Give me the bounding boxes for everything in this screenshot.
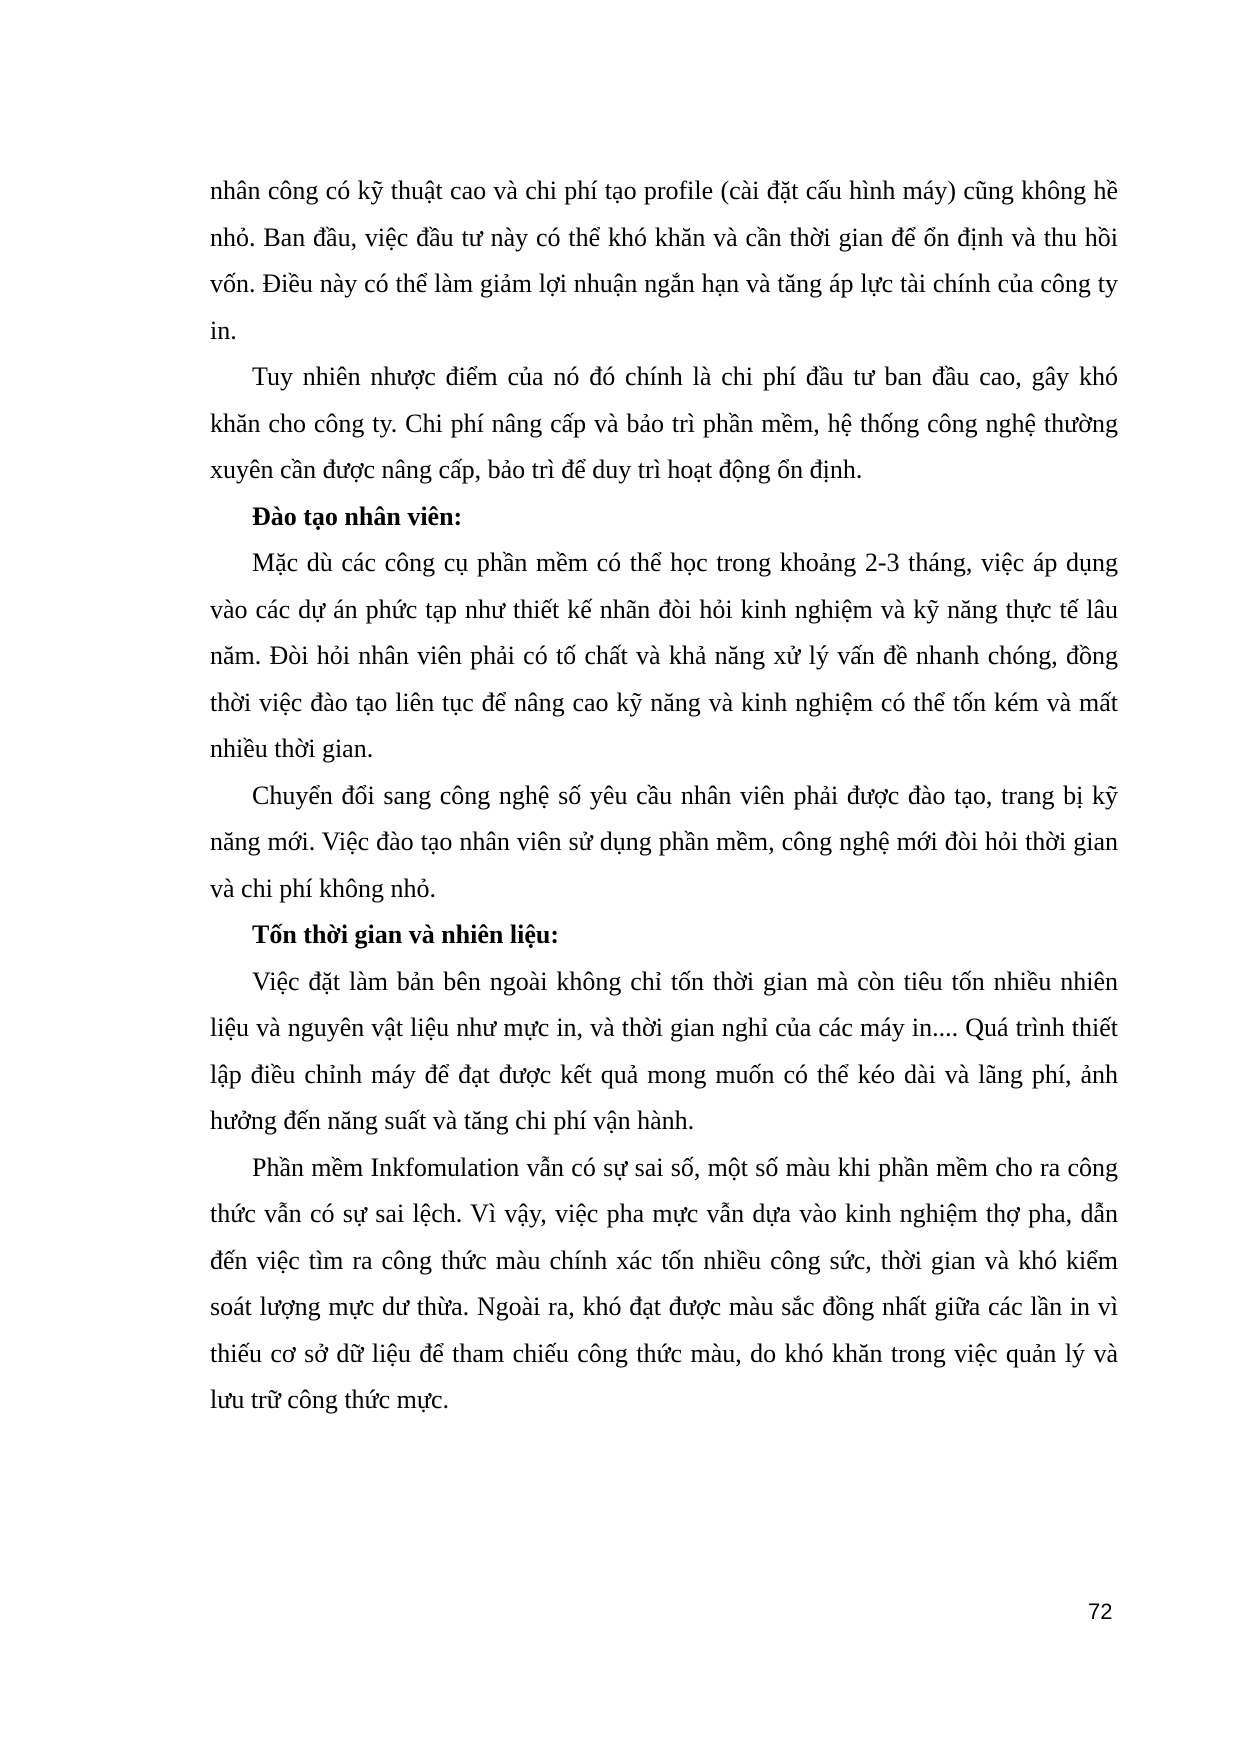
page-number: 72 [1088,1599,1113,1624]
section-heading-time-and-fuel: Tốn thời gian và nhiên liệu: [252,920,559,949]
paragraph-training-2: Chuyển đổi sang công nghệ số yêu cầu nhân viên phải được đào tạo, trang bị kỹ năng mới. Việc đào tạo nhân viên sử dụng phần mềm, công nghệ mới đòi hỏi thời gian và chi phí không nhỏ. [210,780,1118,903]
page-body [210,168,1118,1424]
paragraph-continuation: nhân công có kỹ thuật cao và chi phí tạo profile (cài đặt cấu hình máy) cũng không hề nhỏ. Ban đầu, việc đầu tư này có thể khó khăn và cần thời gian để ổn định và thu hồi vốn. Điều này có thể làm giảm lợi nhuận ngắn hạn và tăng áp lực tài chính của công ty in. [210,176,1118,345]
paragraph-time-fuel-2: Phần mềm Inkfomulation vẫn có sự sai số, một số màu khi phần mềm cho ra công thức vẫn có sự sai lệch. Vì vậy, việc pha mực vẫn dựa vào kinh nghiệm thợ pha, dẫn đến việc tìm ra công thức màu chính xác tốn nhiều công sức, thời gian và khó kiểm soát lượng mực dư thừa. Ngoài ra, khó đạt được màu sắc đồng nhất giữa các lần in vì thiếu cơ sở dữ liệu để tham chiếu công thức màu, do khó khăn trong việc quản lý và lưu trữ công thức mực. [210,1152,1118,1414]
paragraph-time-fuel-1: Việc đặt làm bản bên ngoài không chỉ tốn thời gian mà còn tiêu tốn nhiều nhiên liệu và nguyên vật liệu như mực in, và thời gian nghỉ của các máy in.... Quá trình thiết lập điều chỉnh máy để đạt được kết quả mong muốn có thể kéo dài và lãng phí, ảnh hưởng đến năng suất và tăng chi phí vận hành. [210,966,1118,1135]
paragraph-drawbacks: Tuy nhiên nhược điểm của nó đó chính là chi phí đầu tư ban đầu cao, gây khó khăn cho công ty. Chi phí nâng cấp và bảo trì phần mềm, hệ thống công nghệ thường xuyên cần được nâng cấp, bảo trì để duy trì hoạt động ổn định. [210,362,1118,484]
section-heading-staff-training: Đào tạo nhân viên: [252,501,463,531]
paragraph-training-1: Mặc dù các công cụ phần mềm có thể học trong khoảng 2-3 tháng, việc áp dụng vào các dự án phức tạp như thiết kế nhãn đòi hỏi kinh nghiệm và kỹ năng thực tế lâu năm. Đòi hỏi nhân viên phải có tố chất và khả năng xử lý vấn đề nhanh chóng, đồng thời việc đào tạo liên tục để nâng cao kỹ năng và kinh nghiệm có thể tốn kém và mất nhiều thời gian. [210,548,1118,763]
